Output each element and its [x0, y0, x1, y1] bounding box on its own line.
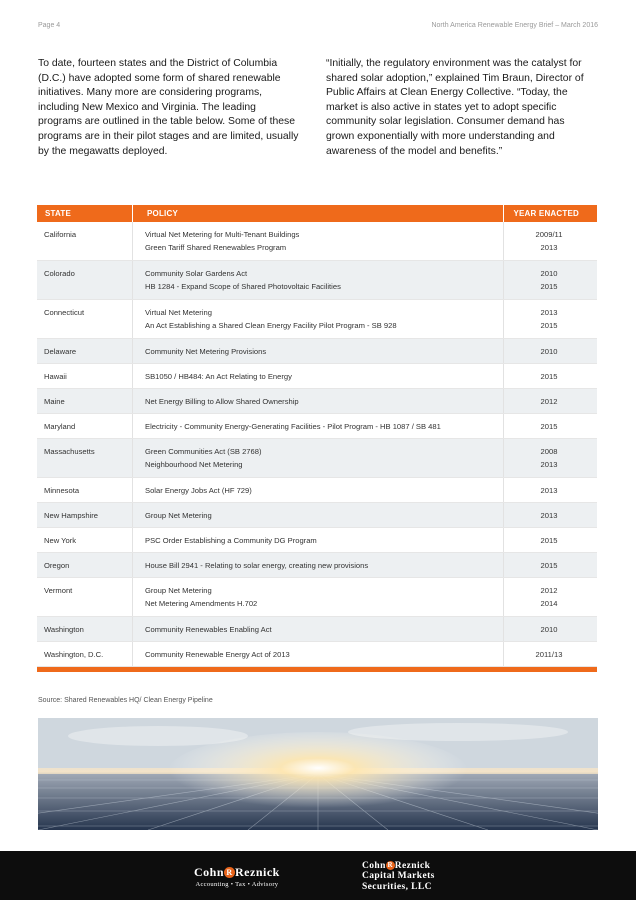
cell-year	[519, 421, 579, 434]
year-line: 2010	[540, 625, 558, 634]
cell-state: Delaware	[44, 347, 77, 356]
cell-state: New Hampshire	[44, 511, 99, 520]
cell-year	[519, 535, 579, 548]
policy-line: Community Renewable Energy Act of 2013	[145, 650, 290, 659]
table-row	[37, 261, 597, 300]
year-line: 2013	[540, 486, 558, 495]
policy-line: Neighbourhood Net Metering	[145, 459, 243, 469]
year-line: 2015	[540, 281, 558, 291]
policy-table	[37, 205, 597, 672]
cell-policy	[145, 560, 501, 573]
policy-line: Net Metering Amendments H.702	[145, 598, 258, 608]
policy-line: House Bill 2941 - Relating to solar energy, creating new provisions	[145, 561, 369, 570]
table-row	[37, 478, 597, 503]
cell-year	[519, 307, 579, 332]
policy-line: SB1050 / HB484: An Act Relating to Energy	[145, 372, 292, 381]
table-row	[37, 553, 597, 578]
table-row	[37, 617, 597, 642]
cell-state: Minnesota	[44, 486, 80, 495]
page-number: Page 4	[38, 22, 61, 29]
cell-year	[519, 346, 579, 359]
policy-line: Green Tariff Shared Renewables Program	[145, 242, 287, 252]
policy-line: HB 1284 - Expand Scope of Shared Photovoltaic Facilities	[145, 281, 341, 291]
cell-policy	[145, 268, 501, 293]
year-line: 2013	[540, 459, 558, 469]
year-line: 2010	[540, 347, 558, 356]
cell-policy	[145, 446, 501, 471]
policy-line: Electricity - Community Energy-Generating Facilities - Pilot Program - HB 1087 / SB 481	[145, 422, 441, 431]
source-note: Source: Shared Renewables HQ/ Clean Energy Pipeline	[38, 697, 213, 704]
cell-state: Colorado	[44, 269, 75, 278]
table-row	[37, 222, 597, 261]
policy-line: Virtual Net Metering	[145, 308, 212, 317]
cell-policy	[145, 421, 501, 434]
cell-year	[519, 624, 579, 637]
table-row	[37, 300, 597, 339]
table-row	[37, 339, 597, 364]
policy-line: Community Renewables Enabling Act	[145, 625, 272, 634]
cohnreznick-tagline: Accounting • Tax • Advisory	[195, 881, 279, 888]
table-row	[37, 389, 597, 414]
cohnreznick-capital-markets-logo: Cohn R Reznick Capital Markets Securities, LLC	[362, 861, 435, 892]
year-line: 2010	[540, 269, 558, 278]
table-bottom-rule	[37, 667, 597, 672]
table-body	[37, 222, 597, 667]
column-header-state: STATE	[45, 209, 72, 218]
cell-state: Connecticut	[44, 308, 85, 317]
document-title: North America Renewable Energy Brief – March 2016	[431, 22, 598, 29]
cell-policy	[145, 396, 501, 409]
policy-line: Solar Energy Jobs Act (HF 729)	[145, 486, 252, 495]
table-row	[37, 642, 597, 667]
cell-state: New York	[44, 536, 77, 545]
year-line: 2015	[540, 372, 558, 381]
cell-year	[519, 229, 579, 254]
table-row	[37, 364, 597, 389]
year-line: 2012	[540, 397, 558, 406]
policy-line: Green Communities Act (SB 2768)	[145, 447, 262, 456]
table-header	[37, 205, 597, 222]
solar-panels-image	[38, 718, 598, 830]
table-row	[37, 578, 597, 617]
table-row	[37, 503, 597, 528]
cell-state: Washington	[44, 625, 84, 634]
cell-policy	[145, 510, 501, 523]
policy-line: An Act Establishing a Shared Clean Energy Facility Pilot Program - SB 928	[145, 320, 397, 330]
cell-year	[519, 485, 579, 498]
column-header-year: YEAR ENACTED	[513, 209, 579, 218]
policy-line: PSC Order Establishing a Community DG Program	[145, 536, 317, 545]
cell-year	[519, 560, 579, 573]
year-line: 2009/11	[535, 230, 563, 239]
cell-state: Maine	[44, 397, 65, 406]
year-line: 2012	[540, 586, 558, 595]
policy-line: Net Energy Billing to Allow Shared Ownership	[145, 397, 299, 406]
cell-year	[519, 510, 579, 523]
cell-state: Massachusetts	[44, 447, 95, 456]
cell-policy	[145, 624, 501, 637]
year-line: 2008	[540, 447, 558, 456]
cell-policy	[145, 371, 501, 384]
cohnreznick-logo: Cohn R Reznick Accounting • Tax • Advisory	[194, 865, 280, 888]
year-line: 2013	[540, 308, 558, 317]
cell-year	[519, 649, 579, 662]
cell-policy	[145, 649, 501, 662]
page-header	[38, 22, 598, 34]
cell-policy	[145, 307, 501, 332]
intro-quote-paragraph: “Initially, the regulatory environment was the catalyst for shared solar adoption,” explained Tim Braun, Director of Public Affairs at Clean Energy Collective. “Today, the market is also active in states yet to adopt specific community solar legislation. Consumer demand has grown exponentially with more understanding and awareness of the model and benefits.”	[326, 58, 584, 157]
cell-year	[519, 396, 579, 409]
policy-line: Community Net Metering Provisions	[145, 347, 267, 356]
cell-state: Hawaii	[44, 372, 67, 381]
cell-year	[519, 371, 579, 384]
cell-policy	[145, 485, 501, 498]
table-row	[37, 439, 597, 478]
cell-state: California	[44, 230, 77, 239]
column-header-policy: POLICY	[147, 209, 178, 218]
year-line: 2013	[540, 242, 558, 252]
year-line: 2015	[540, 320, 558, 330]
cell-year	[519, 585, 579, 610]
year-line: 2014	[540, 598, 558, 608]
year-line: 2015	[540, 561, 558, 570]
year-line: 2015	[540, 536, 558, 545]
cell-year	[519, 446, 579, 471]
cell-policy	[145, 346, 501, 359]
policy-line: Group Net Metering	[145, 511, 212, 520]
page-footer	[0, 851, 636, 900]
cell-state: Oregon	[44, 561, 70, 570]
cell-policy	[145, 585, 501, 610]
cell-policy	[145, 229, 501, 254]
intro-left-paragraph: To date, fourteen states and the District of Columbia (D.C.) have adopted some form of shared renewable initiatives. Many more are considering programs, including New Mexico and Virginia. The leading programs are outlined in the table below. Some of these programs are in their pilot stages and are limited, usually by the megawatts deployed.	[38, 58, 299, 157]
year-line: 2013	[540, 511, 558, 520]
year-line: 2011/13	[535, 650, 563, 659]
table-row	[37, 414, 597, 439]
policy-line: Community Solar Gardens Act	[145, 269, 248, 278]
year-line: 2015	[540, 422, 558, 431]
cell-state: Vermont	[44, 586, 73, 595]
policy-line: Group Net Metering	[145, 586, 212, 595]
policy-line: Virtual Net Metering for Multi-Tenant Buildings	[145, 230, 300, 239]
cell-state: Washington, D.C.	[44, 650, 104, 659]
cell-policy	[145, 535, 501, 548]
cell-state: Maryland	[44, 422, 76, 431]
table-row	[37, 528, 597, 553]
solar-panels-photo	[38, 718, 598, 830]
cell-year	[519, 268, 579, 293]
